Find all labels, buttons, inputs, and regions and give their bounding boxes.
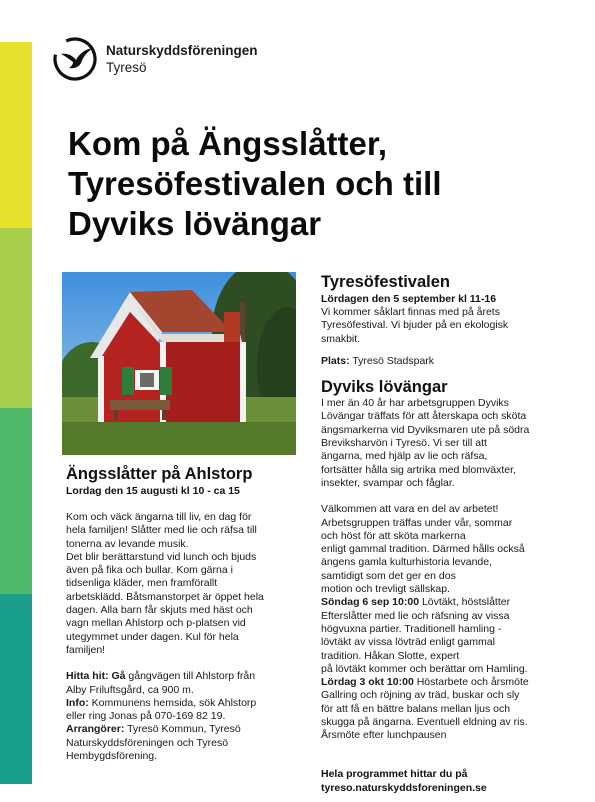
page-title — [68, 124, 538, 244]
text-line: Kom och väck ängarna till liv, en dag för — [66, 511, 252, 523]
color-stripe-teal — [0, 594, 32, 784]
color-stripe-green — [0, 408, 32, 594]
text-line: tradition. Håkan Slotte, expert — [321, 649, 460, 662]
footer-link[interactable]: tyreso.naturskyddsforeningen.se — [321, 781, 487, 794]
text-line: Breviksharvön i Tyresö. Vi ser till att — [321, 437, 487, 450]
event-sep: Söndag 6 sep 10:00 Lövtäkt, höstslåtter — [321, 596, 511, 609]
text-line: smakbit. — [321, 332, 361, 345]
info: Info: Kommunens hemsida, sök Ahlstorp — [66, 696, 257, 709]
text-line: lövtäkt av vissa lövträd enligt gammal — [321, 636, 495, 649]
text-line: I mer än 40 år har arbetsgruppen Dyviks — [321, 397, 509, 410]
angsslatter-intro — [66, 511, 298, 657]
arrangorer: Arrangörer: Tyresö Kommun, Tyresö — [66, 723, 241, 736]
hitta-hit: Hitta hit: Gå gångvägen till Ahlstorp från — [66, 670, 256, 683]
text-line: familjen! — [66, 643, 106, 656]
right-column — [321, 272, 557, 795]
angsslatter-title: Ängsslåtter på Ahlstorp — [66, 465, 253, 483]
text-line: även på fika och bullar. Kom gärna i — [66, 564, 233, 577]
text-line: Arbetsgruppen träffas under vår, sommar — [321, 516, 513, 529]
text-line: motion och trevligt sällskap. — [321, 583, 450, 596]
text-line: skugga på ängarna. Eventuell eldning av ris. — [321, 716, 528, 729]
text-line: ängens gamla kulturhistoria levande, — [321, 556, 493, 569]
text-line: hela familjen! Slåtter med lie och räfsa till — [66, 524, 257, 537]
text-line: dagen. Alla barn får skjuts med häst och — [66, 604, 253, 617]
text-line: för att få en bättre balans mellan ljus och — [321, 702, 511, 715]
text-line: och höst för att sköta markerna — [321, 529, 466, 542]
text-line: vagn mellan Ahlstorp och p-platsen vid — [66, 617, 246, 630]
text-line: tidsenliga kläder, men framförallt — [66, 577, 218, 590]
event-okt-text — [321, 689, 557, 742]
org-branch: Tyresö — [106, 60, 147, 75]
footer-line-1: Hela programmet hittar du på — [321, 767, 468, 780]
title-line-2: Tyresöfestivalen och till — [68, 165, 442, 202]
arrangorer-line-3: Hembygdsförening. — [66, 750, 158, 763]
text-line: ängsmarkerna vid Dyviksmaren ute på södra — [321, 423, 530, 436]
text-line: Årsmöte efter lunchpausen — [321, 729, 447, 742]
text-line: Gallring och röjning av träd, buskar och sly — [321, 689, 520, 702]
text-line: ängarna, med hjälp av lie och räfsa, — [321, 450, 488, 463]
hitta-hit-line-2: Alby Friluftsgård, ca 900 m. — [66, 683, 194, 696]
text-line: Vi kommer såklart finnas med på årets — [321, 306, 500, 318]
text-line: Det blir berättarstund vid lunch och bjuds — [66, 550, 257, 563]
text-line: arbetsklädd. Båtsmanstorpet är öppet hela — [66, 590, 264, 603]
text-line: samtidigt som det ger en dos — [321, 569, 456, 582]
color-stripe-lime — [0, 228, 32, 408]
text-line: högvuxna partier. Traditionell hamling - — [321, 622, 502, 635]
logo — [52, 36, 258, 82]
org-name: Naturskyddsföreningen — [106, 43, 258, 58]
info-line-2: eller ring Jonas på 070-169 82 19. — [66, 710, 226, 723]
dyvik-title: Dyviks lövängar — [321, 378, 448, 397]
festival-text — [321, 306, 557, 346]
red-cottage-photo — [62, 272, 296, 455]
color-stripe-yellow — [0, 42, 32, 228]
text-line: insekter, svampar och fåglar. — [321, 476, 455, 489]
dyvik-text — [321, 397, 557, 490]
text-line: fortsätter hålla sig artrika med blomväxter, — [321, 463, 516, 476]
text-line: Tyresöfestival. Vi bjuder på en ekologisk — [321, 319, 509, 332]
text-line: Välkommen att vara en del av arbetet! — [321, 503, 499, 516]
text-line: enligt gammal tradition. Därmed hålls också — [321, 543, 525, 556]
event-sep-text — [321, 610, 557, 676]
angsslatter-date: Lordag den 15 augusti kl 10 - ca 15 — [66, 485, 240, 497]
title-line-1: Kom på Ängsslåtter, — [68, 125, 388, 162]
text-line: utegymmet under dagen. Kul för hela — [66, 630, 239, 643]
welcome-text — [321, 503, 557, 596]
festival-plats: Plats: Tyresö Stadspark — [321, 354, 435, 367]
swallow-bird-icon — [52, 36, 98, 82]
text-line: Efterslåtter med lie och räfsning av vissa — [321, 609, 510, 622]
festival-title: Tyresöfestivalen — [321, 273, 451, 291]
festival-date: Lördagen den 5 september kl 11-16 — [321, 293, 497, 305]
event-okt: Lördag 3 okt 10:00 Höstarbete och årsmöte — [321, 676, 529, 689]
title-line-3: Dyviks lövängar — [68, 205, 322, 242]
text-line: på lövtäkt kommer och berättar om Hamling. — [321, 662, 528, 675]
text-line: Lövängar träffats för att återskapa och sköta — [321, 410, 527, 423]
arrangorer-line-2: Naturskyddsföreningen och Tyresö — [66, 736, 229, 749]
text-line: tonerna av levande musik. — [66, 537, 189, 550]
angsslatter-section — [66, 464, 298, 763]
